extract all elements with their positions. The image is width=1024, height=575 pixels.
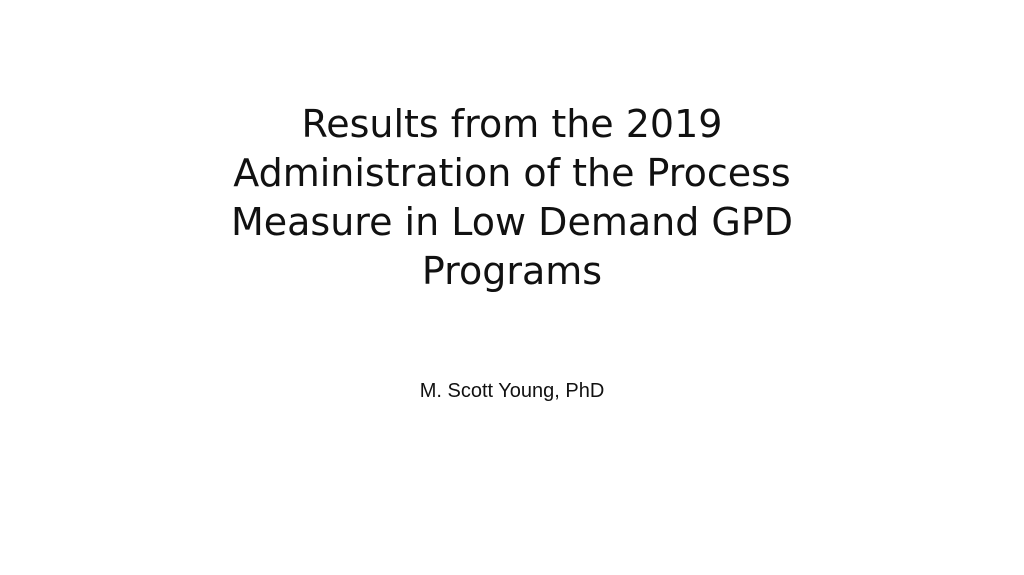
- slide-title: Results from the 2019 Administration of the Process Measure in Low Demand GPD Programs: [230, 102, 794, 293]
- slide-author: M. Scott Young, PhD: [419, 380, 605, 402]
